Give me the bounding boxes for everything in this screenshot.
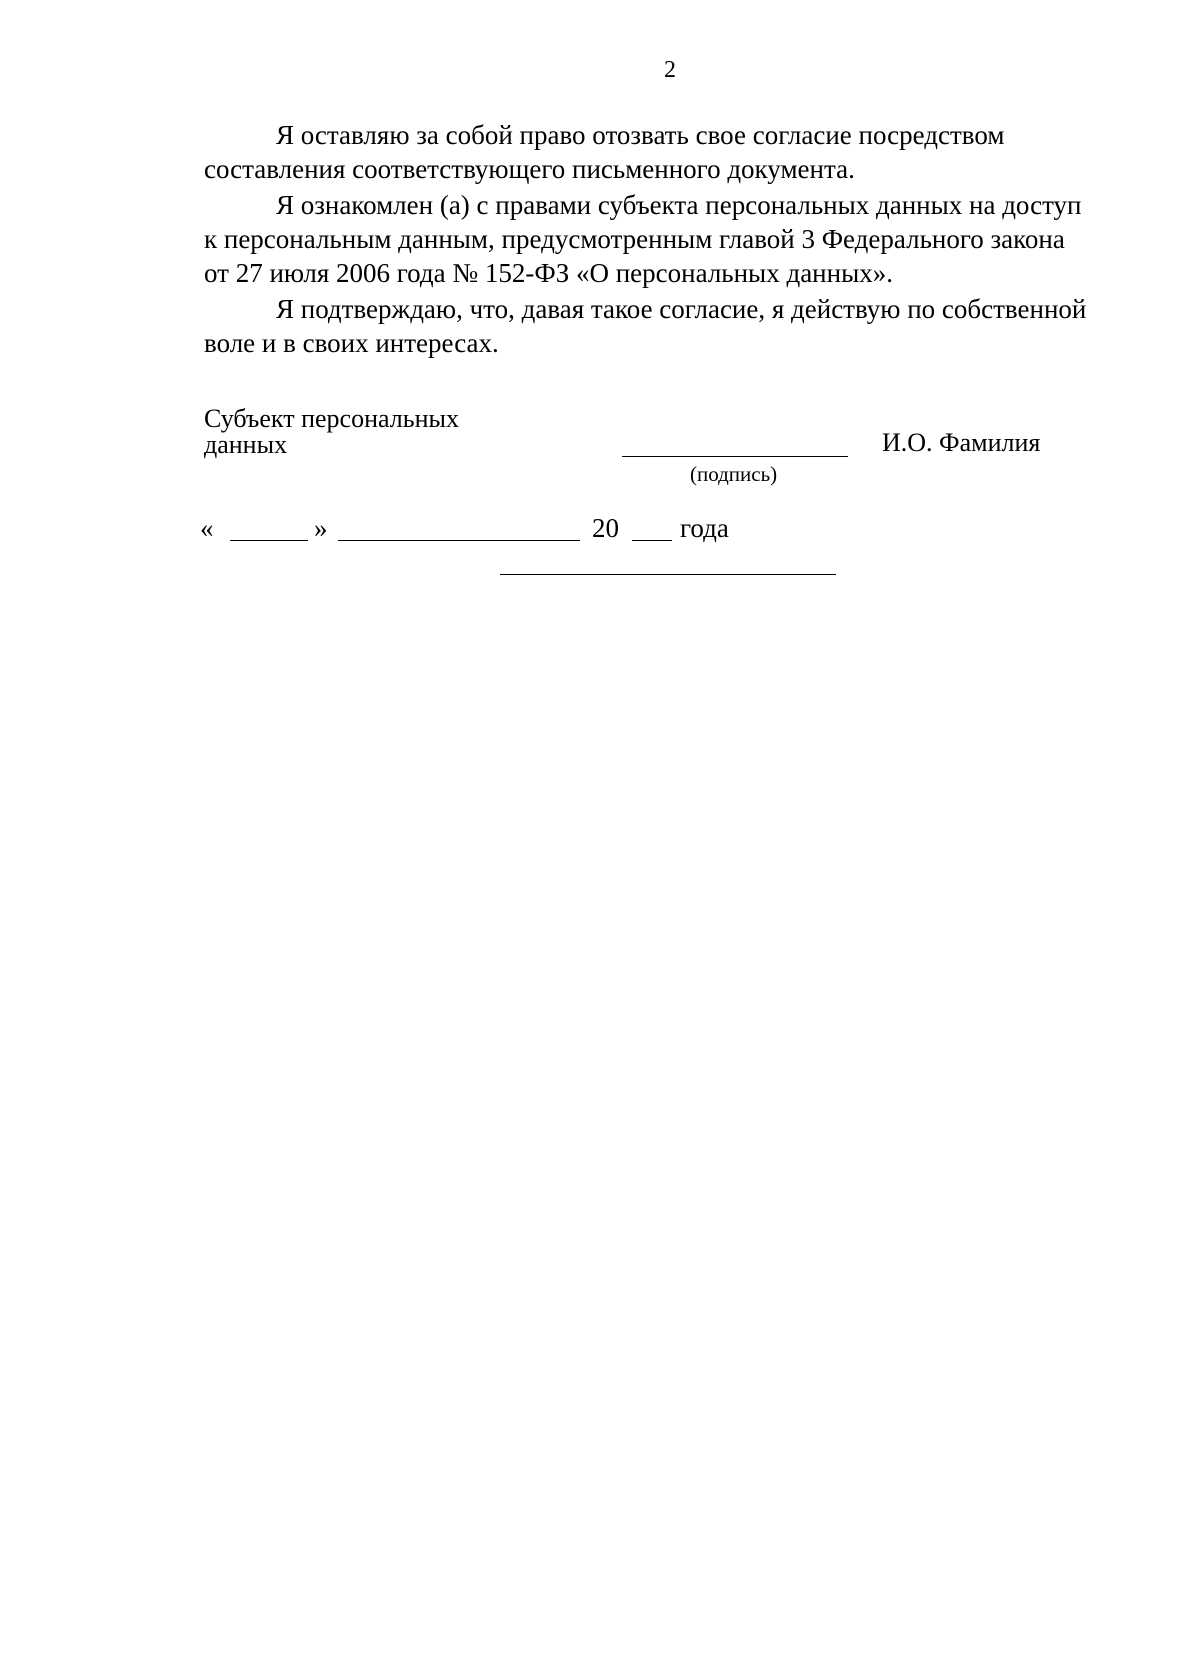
text-line: Я ознакомлен (а) с правами субъекта персональных данных на доступ bbox=[276, 190, 1082, 220]
page-number: 2 bbox=[664, 57, 676, 83]
text-line: к персональным данным, предусмотренным главой 3 Федерального закона bbox=[204, 224, 1065, 254]
consent-text bbox=[204, 118, 1134, 362]
subject-label bbox=[204, 406, 459, 458]
end-divider bbox=[500, 574, 836, 575]
paragraph-confirmation bbox=[204, 292, 1134, 360]
signature-field[interactable] bbox=[622, 456, 848, 457]
paragraph-revocation bbox=[204, 118, 1134, 186]
subject-label-line: данных bbox=[204, 430, 288, 459]
text-line: воле и в своих интересах. bbox=[204, 328, 499, 358]
text-line: Я подтверждаю, что, давая такое согласие, я действую по собственной bbox=[276, 294, 1087, 324]
full-name: И.О. Фамилия bbox=[882, 428, 1041, 457]
text-line: составления соответствующего письменного документа. bbox=[204, 154, 855, 184]
month-field[interactable] bbox=[338, 540, 580, 541]
signature-caption: (подпись) bbox=[690, 462, 778, 486]
year-word: года bbox=[680, 513, 729, 543]
day-field[interactable] bbox=[230, 540, 308, 541]
date-line bbox=[200, 510, 1140, 546]
open-quote: « bbox=[200, 513, 214, 543]
text-line: Я оставляю за собой право отозвать свое согласие посредством bbox=[276, 120, 1005, 150]
close-quote: » bbox=[314, 513, 328, 543]
year-prefix: 20 bbox=[592, 513, 619, 543]
signature-block bbox=[204, 406, 1134, 486]
subject-label-line: Субъект персональных bbox=[204, 404, 459, 433]
text-line: от 27 июля 2006 года № 152-ФЗ «О персональных данных». bbox=[204, 258, 893, 288]
paragraph-rights bbox=[204, 188, 1134, 290]
year-field[interactable] bbox=[632, 540, 672, 541]
